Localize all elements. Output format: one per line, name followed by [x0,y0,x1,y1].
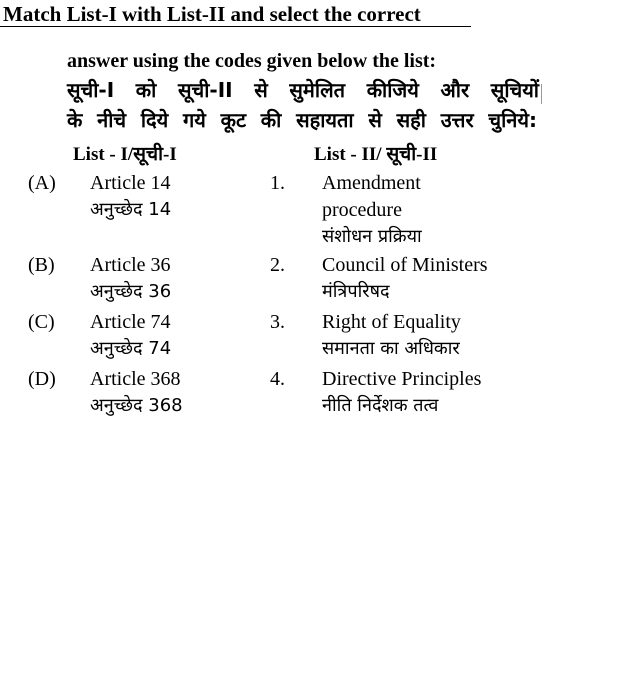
row-4-desc-hi: नीति निर्देशक तत्व [322,395,439,416]
row-4-number: 4. [270,368,285,390]
row-3-desc-hi: समानता का अधिकार [322,338,460,359]
row-a-article [90,170,171,224]
row-2-desc-en: Council of Ministers [322,254,488,276]
row-1-description [322,170,422,251]
list-2-header: List - II/ सूची-II [314,144,438,165]
row-d-article [90,366,183,420]
row-1-desc-hi: संशोधन प्रक्रिया [322,226,422,247]
row-b-letter: (B) [28,254,55,276]
row-a-letter: (A) [28,172,56,194]
row-c-article-hi: अनुच्छेद 74 [90,338,172,359]
row-d-letter: (D) [28,368,56,390]
row-c-letter: (C) [28,311,55,333]
row-a-article-en: Article 14 [90,172,171,194]
text-cursor [541,84,542,104]
instruction-hindi-line-1: सूची-I को सूची-II से सुमेलित कीजिये और सूचियों [67,78,539,102]
question-heading: Match List-I with List-II and select the correct [3,2,421,26]
row-d-article-hi: अनुच्छेद 368 [90,395,183,416]
row-b-article-hi: अनुच्छेद 36 [90,281,172,302]
row-4-description [322,366,481,420]
instruction-english: answer using the codes given below the list: [67,50,437,72]
list-1-header: List - I/सूची-I [73,144,177,165]
row-1-desc-en-2: procedure [322,199,402,221]
row-a-article-hi: अनुच्छेद 14 [90,199,172,220]
row-c-article [90,309,171,363]
row-2-desc-hi: मंत्रिपरिषद [322,281,390,302]
row-3-number: 3. [270,311,285,333]
row-b-article [90,252,171,306]
row-2-number: 2. [270,254,285,276]
row-d-article-en: Article 368 [90,368,181,390]
row-c-article-en: Article 74 [90,311,171,333]
instruction-hindi-line-2: के नीचे दिये गये कूट की सहायता से सही उत्तर चुनिये: [67,108,537,132]
row-3-description [322,309,461,363]
row-b-article-en: Article 36 [90,254,171,276]
row-2-description [322,252,488,306]
row-3-desc-en: Right of Equality [322,311,461,333]
row-4-desc-en: Directive Principles [322,368,482,390]
row-1-desc-en-1: Amendment [322,172,421,194]
heading-underline [0,26,471,27]
row-1-number: 1. [270,172,285,194]
